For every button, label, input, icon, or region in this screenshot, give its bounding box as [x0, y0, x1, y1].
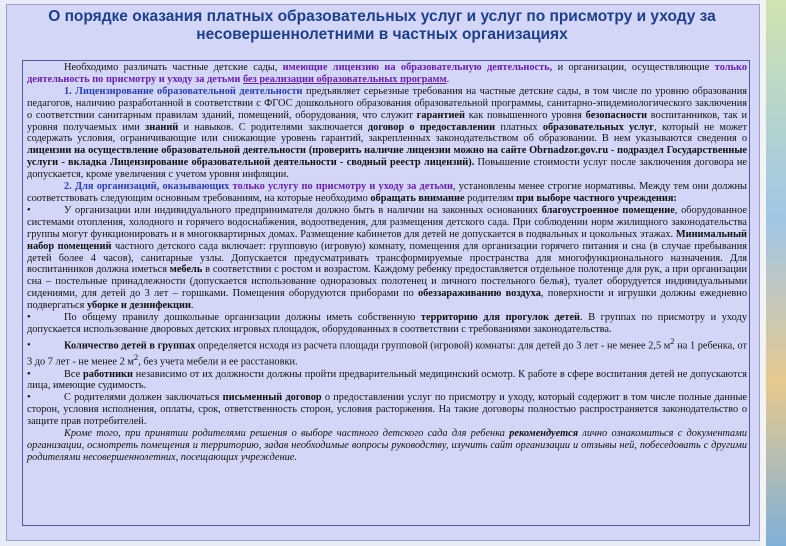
- paragraph-recommendation: [27, 428, 747, 464]
- text: предъявляет серьезные требования на частные детские сады, в том числе по уровню образования педагогов, наличию разработанной в соответствии с ФГОС дошкольного образования образовательной программы, санитарно-эпидемиологического заключения о соответствии санитарным правилам зданий, помещений, оборудования, что служит: [27, 85, 748, 121]
- side-decoration: [766, 0, 786, 546]
- bullet-marker: •: [27, 204, 31, 216]
- emphasis: Количество детей в группах: [64, 340, 196, 352]
- text: .: [446, 73, 450, 85]
- text: и навыков. С родителями заключается: [178, 121, 368, 133]
- care-only-phrase: только услугу по присмотру и уходу за детьми: [232, 181, 453, 193]
- text: частного детского сада включает: групповую (игровую) комнату, помещения для организации горячего питания и сна (в случае пребывания детей более 4 часов), санитарные узлы. Допускается предусматривать трансформируемые пространства для многофункционального назначения. Для воспитанников должна иметься: [27, 240, 748, 276]
- page-edge: [760, 0, 766, 546]
- emphasis: образовательных услуг: [542, 121, 655, 133]
- text: 2. Для организаций, оказывающих: [64, 181, 233, 193]
- bullet-territory: [27, 312, 747, 336]
- emphasis: территорию для прогулок детей: [420, 312, 581, 324]
- text: , без учета мебели и ее расстановки.: [138, 356, 298, 368]
- text: , оборудованное системами отопления, холодного и горячего водоснабжения, водоотведения, для размещения детского сада. При соблюдении норм жилищного законодательства группы могут функционировать и в многоквартирных домах. Размещение кабинетов для детей не допускается в подвальных и цокольных этажах.: [27, 204, 747, 240]
- emphasis: договор о предоставлении: [367, 121, 496, 133]
- emphasis: письменный договор: [222, 392, 322, 404]
- bullet-marker: •: [27, 312, 31, 324]
- text: о предоставлении услуг по присмотру и уходу, который содержит в том числе полные данные сторон, условия исполнения, оплаты, срок, ответственность сторон, условия расторжения. На такие договоры полностью распространяется законодательство о защите прав потребителей.: [27, 392, 747, 428]
- license-check-info: лицензии на осуществление образовательной деятельности (проверить наличие лицензии можно на сайте Obrnadzor.gov.ru - подраздел Государственные услуги - вкладка Лицензирование образовательной деятельности - сводный реестр лицензий).: [27, 145, 747, 169]
- text: Необходимо различать частные детские сады,: [64, 62, 283, 73]
- text: платных: [495, 121, 543, 133]
- bullet-marker: •: [27, 392, 31, 404]
- emphasis: обращать внимание: [370, 192, 465, 204]
- text: и организации, осуществляющие: [552, 62, 715, 73]
- emphasis: уборке и дезинфекции: [87, 300, 191, 312]
- bullet-group-size: [27, 336, 747, 369]
- emphasis: Минимальный набор помещений: [27, 228, 747, 252]
- superscript: 2: [670, 335, 675, 346]
- text: родителям: [464, 192, 517, 204]
- paragraph-licensing: [27, 86, 747, 181]
- emphasis: работники: [83, 368, 133, 380]
- text: Повышение стоимости услуг после заключения договора не допускается, кроме увеличения с учетом уровня инфляции.: [27, 157, 747, 181]
- text: лично ознакомиться с документами организации, осмотреть помещения и территорию, задав необходимые вопросы руководству, изучить сайт организации и отзывы ней, побеседовать с другими родителями несовершеннолетних, посещающих учреждение.: [27, 428, 747, 463]
- item-number: 1.: [64, 85, 76, 97]
- text: на 1 ребенка, от 3 до 7 лет - не менее 2 м: [27, 340, 747, 368]
- license-phrase: имеющие лицензию на образовательную деятельность,: [282, 62, 553, 73]
- emphasis: безопасности: [585, 109, 648, 121]
- paragraph-intro: [27, 62, 747, 86]
- bullet-premises: [27, 205, 747, 312]
- bullet-marker: •: [27, 368, 31, 380]
- text: в соответствии с ростом и возрастом. Каждому ребенку предоставляется отдельное полотенце для рук, а при организации сна – постельные принадлежности (допускается использование одноразовых полотенец и личного постельного белья), туалет оборудуется индивидуальными сидениями, для детей до 3 лет – горшками. Помещения оборудуются приборами по: [27, 264, 747, 300]
- emphasis: при выборе частного учреждения:: [516, 192, 677, 204]
- paragraph-care-only: [27, 181, 747, 205]
- text: как повышенного уровня: [465, 109, 586, 121]
- text: Все: [64, 368, 84, 380]
- text: , который не может содержать условия, ограничивающие или снижающие уровень гарантий, закрепленных законодательством об образовании. В нем указываются сведения о: [27, 121, 747, 145]
- text: Кроме того, при принятии родителями решения о выборе частного детского сада для ребенка: [64, 428, 510, 440]
- bullet-staff: [27, 369, 747, 393]
- page-title: О порядке оказания платных образовательных услуг и услуг по присмотру и уходу за несовершеннолетними в частных организациях: [48, 8, 716, 43]
- emphasis: знаний: [145, 121, 179, 133]
- emphasis: рекомендуется: [509, 428, 579, 440]
- emphasis: благоустроенное помещение: [541, 204, 675, 216]
- text: У организации или индивидуального предпринимателя должно быть в наличии на законных основаниях: [64, 204, 542, 216]
- superscript: 2: [133, 352, 139, 363]
- text: .: [190, 300, 194, 312]
- bullet-marker: •: [27, 340, 31, 352]
- text: . В группах по присмотру и уходу допускается использование дворовых детских игровых площадок, оборудованных в соответствии с требованиями законодательства.: [27, 312, 747, 335]
- licensing-heading: Лицензирование образовательной деятельности: [75, 85, 303, 97]
- text: , поверхности и игрушки должны ежедневно подвергаться: [27, 288, 747, 312]
- text: По общему правилу дошкольные организации должны иметь собственную: [64, 312, 421, 324]
- text: определяется исходя из расчета площади групповой (игровой) комнаты: для детей до 3 лет - не менее 2,5 м: [195, 340, 671, 352]
- text: воспитанников, так и уровня получаемых ими: [27, 109, 747, 133]
- emphasis: мебель: [169, 264, 203, 276]
- emphasis: обеззараживанию воздуха: [418, 288, 541, 300]
- text: С родителями должен заключаться: [64, 392, 223, 404]
- text: , установлены менее строгие нормативы. Между тем они должны соответствовать следующим основным требованиям, на которые необходимо: [27, 181, 747, 204]
- no-programs-phrase: без реализации образовательных программ: [242, 73, 447, 85]
- document-body: [27, 62, 747, 464]
- care-only-phrase: только деятельность по присмотру и уходу за детьми: [27, 62, 747, 85]
- bullet-contract: [27, 392, 747, 428]
- text: независимо от их должности должны пройти предварительный медицинский осмотр. К работе в сфере воспитания детей не допускаются лица, имеющие судимость.: [27, 368, 748, 392]
- emphasis: гарантией: [416, 109, 465, 121]
